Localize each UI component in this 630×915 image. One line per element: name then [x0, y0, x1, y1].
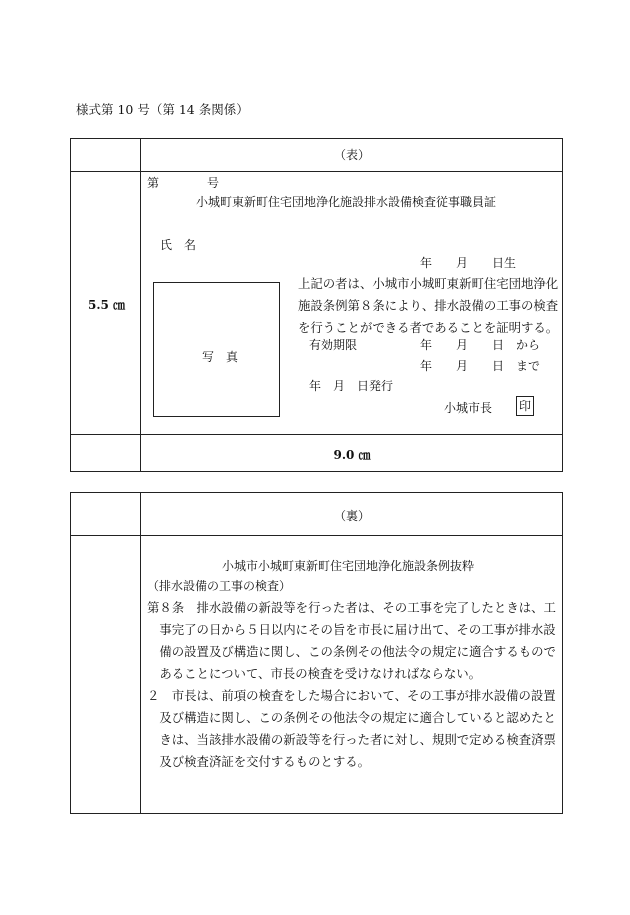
issue-date: 年 月 日発行 [309, 379, 394, 393]
validity-label: 有効期限 [309, 338, 358, 352]
article-line: あることについて、市長の検査を受けなければならない。 [147, 666, 482, 681]
article-line: ２ 市長は、前項の検査をした場合において、その工事が排水設備の設置 [147, 688, 556, 703]
article-line: 事完了の日から５日以内にその旨を市長に届け出て、その工事が排水設 [147, 622, 556, 637]
issuer-title: 小城市長 [444, 401, 493, 415]
article-line: 及び検査済証を交付するものとする。 [147, 754, 371, 769]
validity-from: 年 月 日 から [420, 338, 541, 352]
article-line: 備の設置及び構造に関し、この条例その他法令の規定に適合するもので [147, 644, 556, 659]
article-line: 第８条 排水設備の新設等を行った者は、その工事を完了したときは、工 [147, 600, 556, 615]
back-header-divider [70, 535, 563, 536]
certification-line: 施設条例第８条により、排水設備の工事の検査 [298, 298, 559, 313]
card-title: 小城町東新町住宅団地浄化施設排水設備検査従事職員証 [196, 195, 497, 209]
form-title: 様式第 10 号（第 14 条関係） [76, 102, 249, 117]
height-dimension-label: 5.5 ㎝ [88, 298, 126, 312]
name-label: 氏 名 [160, 238, 197, 252]
front-header-divider [70, 171, 563, 172]
seal-mark: 印 [516, 396, 534, 416]
width-dimension-label: 9.0 ㎝ [333, 448, 371, 462]
certification-line: を行うことができる者であることを証明する。 [298, 320, 559, 335]
excerpt-title: 小城市小城町東新町住宅団地浄化施設条例抜粋 [222, 559, 475, 573]
section-heading: （排水設備の工事の検査） [147, 579, 292, 593]
photo-label: 写 真 [202, 350, 239, 364]
back-column-divider [140, 492, 141, 814]
back-header: （裏） [333, 509, 370, 523]
card-number-label: 第 号 [147, 176, 220, 190]
front-column-divider [140, 138, 141, 472]
article-line: 及び構造に関し、この条例その他法令の規定に適合していると認めたと [147, 710, 556, 725]
front-footer-divider [70, 434, 563, 435]
certification-line: 上記の者は、小城市小城町東新町住宅団地浄化 [298, 276, 559, 291]
birth-date: 年 月 日生 [420, 256, 517, 270]
front-header: （表） [333, 148, 370, 162]
validity-to: 年 月 日 まで [420, 359, 541, 373]
article-line: きは、当該排水設備の新設等を行った者に対し、規則で定める検査済票 [147, 732, 556, 747]
